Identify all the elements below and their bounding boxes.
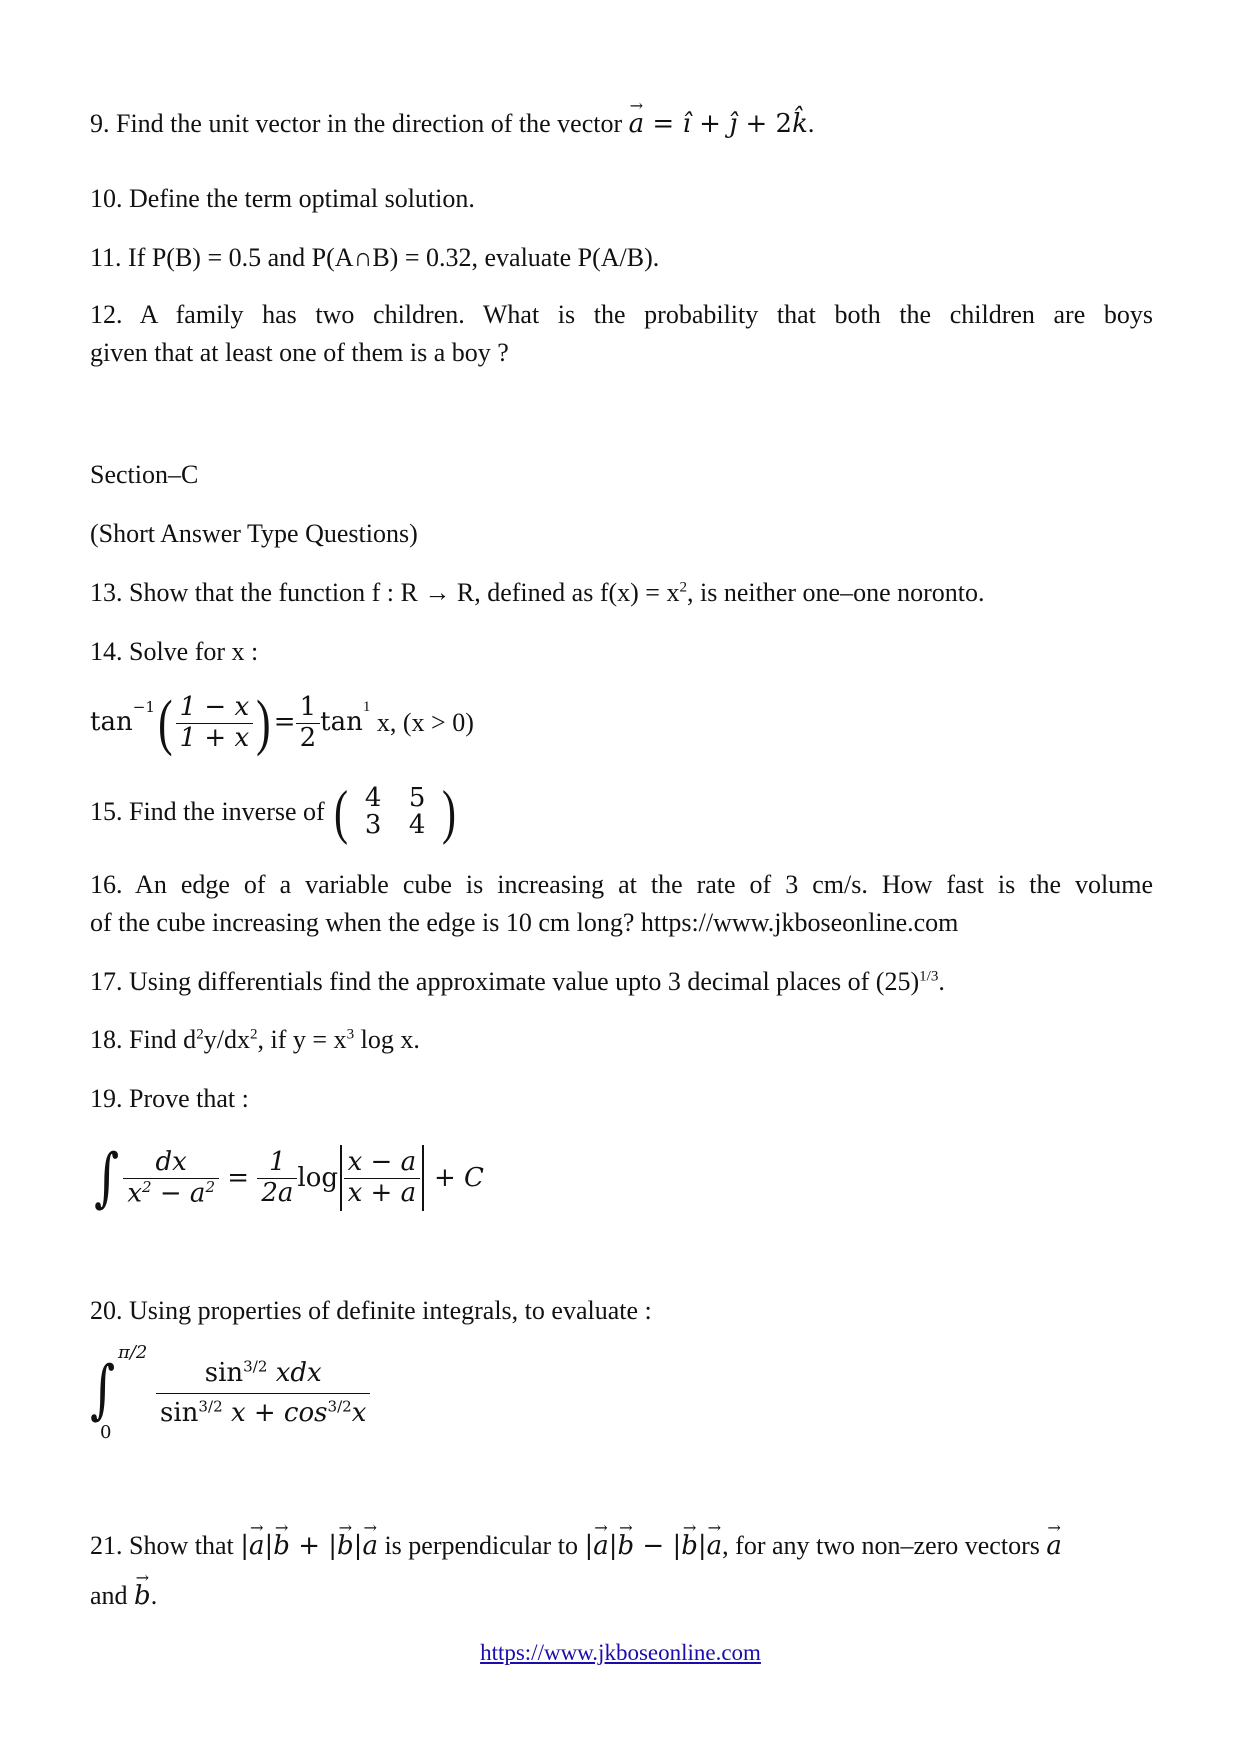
question-17: 17. Using differentials find the approximate value upto 3 decimal places of $(25)^{1/3}$. xyxy=(90,967,945,996)
left-paren-icon: ( xyxy=(158,689,173,757)
question-19-equation: ∫ $\frac{dx}{x^2 - a^2}$ = $\frac{1}{2a}$ log $\frac{x - a}{x + a}$ + C xyxy=(94,1141,484,1215)
integral-icon: ∫ xyxy=(90,1353,116,1427)
footer-link[interactable]: https://www.jkboseonline.com xyxy=(480,1640,761,1665)
abs-bar-right xyxy=(422,1145,424,1211)
fraction: $\frac{1 - x}{1 + x}$ xyxy=(176,693,254,754)
right-paren-icon: ) xyxy=(442,779,457,845)
question-11: 11. If P(B) = 0.5 and P(A∩B) = 0.32, evaluate P(A/B). xyxy=(90,243,660,272)
abs-bar-left xyxy=(340,1145,342,1211)
definite-integral: ∫ π/2 0 xyxy=(90,1342,148,1443)
question-9: 9. Find the unit vector in the direction of the vector → a = ı̂ + ȷ̂ + 2k. xyxy=(90,108,814,140)
question-14-equation: tan $^{-1}$ ( $\frac{1 - x}{1 + x}$ ) = $\frac{1}{2}$ tan $^1$ x, (x > 0) xyxy=(90,689,474,757)
question-20-prompt: 20. Using properties of definite integrals, to evaluate : xyxy=(90,1296,652,1325)
question-19-prompt: 19. Prove that : xyxy=(90,1084,249,1113)
math-expression: |→ a|→ b + |→ b|→ a xyxy=(240,1531,378,1561)
question-10: 10. Define the term optimal solution. xyxy=(90,184,475,213)
question-15: 15. Find the inverse of ( 4 5 3 4 ) xyxy=(90,779,457,845)
fraction: $\frac{\sin^{3/2} xdx}{\sin^{3/2} x + \cos^{3/2}x}$ xyxy=(156,1358,370,1429)
left-paren-icon: ( xyxy=(334,779,349,845)
integral-icon: ∫ xyxy=(94,1141,120,1215)
question-16: 16. An edge of a variable cube is increasing at the rate of 3 cm/s. How fast is the volume of the cube increasing when the edge is 10 cm long? https://www.jkboseonline.com xyxy=(90,870,1153,937)
fraction: $\frac{dx}{x^2 - a^2}$ xyxy=(123,1148,219,1209)
half-fraction: $\frac{1}{2}$ xyxy=(296,693,321,754)
matrix: 4 5 3 4 xyxy=(364,782,426,840)
section-subtitle: (Short Answer Type Questions) xyxy=(90,519,418,548)
question-21-line1: 21. Show that |→ a|→ b + |→ b|→ a is perpendicular to |→ a|→ b − |→ b|→ a, for any two non–zero vectors → a xyxy=(90,1530,1062,1562)
question-13: 13. Show that the function f : R → R, defined as $f(x) = x^2$, is neither one–one noronto. xyxy=(90,578,985,607)
right-paren-icon: ) xyxy=(256,689,271,757)
question-20-equation xyxy=(90,1342,370,1443)
question-18: 18. Find $d^2y/dx^2$, if $y = x^3$ log x. xyxy=(90,1025,420,1054)
math-expression: |→ a|→ b − |→ b|→ a xyxy=(584,1531,722,1561)
abs-fraction: $\frac{x - a}{x + a}$ xyxy=(344,1148,420,1209)
question-21-line2: and → b. xyxy=(90,1580,157,1612)
section-title: Section–C xyxy=(90,460,199,489)
coefficient-fraction: $\frac{1}{2a}$ xyxy=(257,1148,297,1209)
question-14-prompt: 14. Solve for x : xyxy=(90,637,259,666)
footer xyxy=(0,1640,1241,1666)
question-12: 12. A family has two children. What is the probability that both the children are boys given that at least one of them is a boy ? xyxy=(90,300,1153,367)
